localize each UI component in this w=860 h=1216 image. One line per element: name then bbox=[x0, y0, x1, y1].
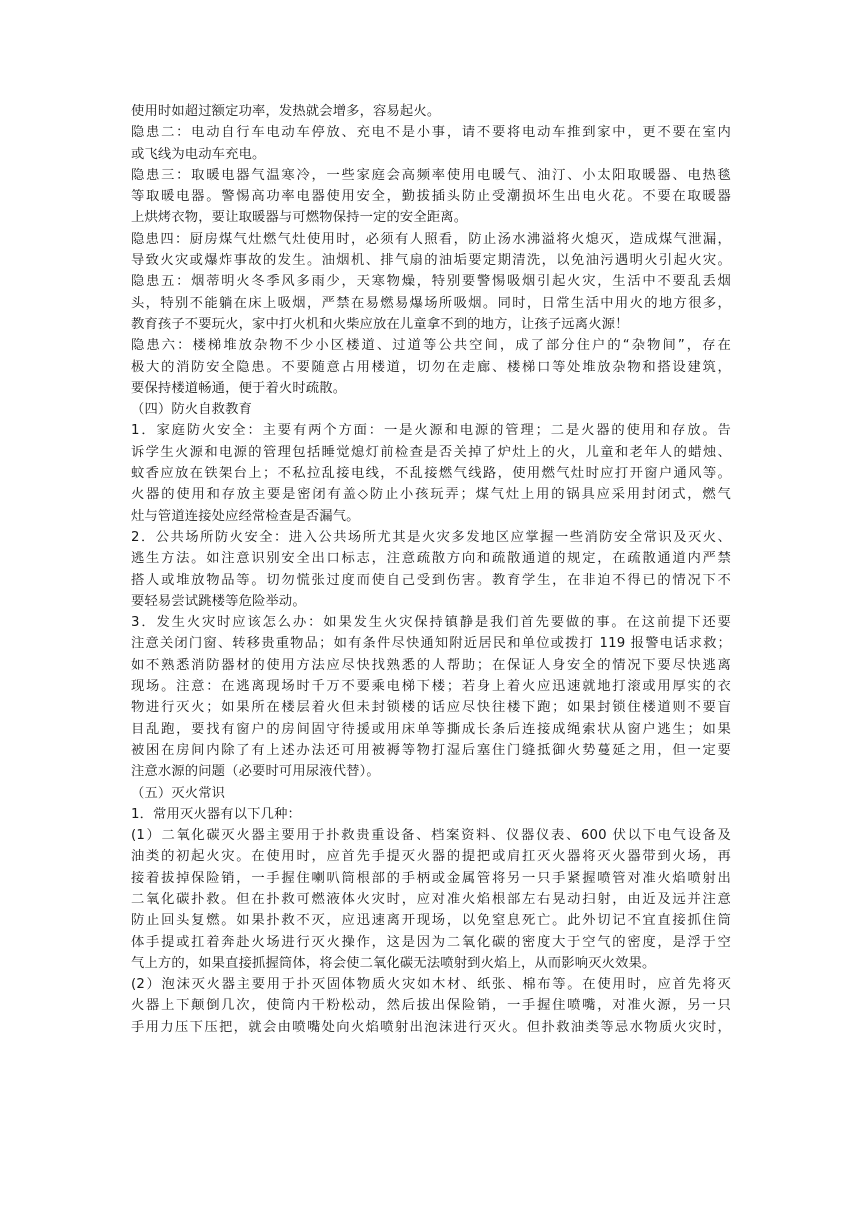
text-line: 如不熟悉消防器材的使用方法应尽快找熟悉的人帮助；在保证人身安全的情况下要尽快逃离 bbox=[131, 657, 731, 673]
text-line: 隐患五：烟蒂明火冬季风多雨少，天寒物燥，特别要警惕吸烟引起火灾，生活中不要乱丢烟 bbox=[131, 274, 731, 290]
text-line: 目乱跑，要找有窗户的房间固守待援或用床单等撕成长条后连接成绳索状从窗户逃生；如果 bbox=[131, 721, 731, 737]
text-line: (2）泡沫灭火器主要用于扑灭固体物质火灾如木材、纸张、棉布等。在使用时，应首先将灭 bbox=[131, 977, 731, 993]
text-line: 体手提或扛着奔赴火场进行灭火操作，这是因为二氧化碳的密度大于空气的密度，是浮于空 bbox=[131, 934, 731, 950]
text-line: 火器上下颠倒几次，使筒内干粉松动，然后拔出保险销，一手握住喷嘴，对准火源，另一只 bbox=[131, 998, 731, 1014]
text-line: 2．公共场所防火安全：进入公共场所尤其是火灾多发地区应掌握一些消防安全常识及灭火、 bbox=[131, 529, 731, 545]
text-line: 灶与管道连接处应经常检查是否漏气。 bbox=[131, 508, 360, 524]
text-line: 上烘烤衣物，要让取暖器与可燃物保持一定的安全距离。 bbox=[131, 210, 468, 226]
text-line: 手用力压下压把，就会由喷嘴处向火焰喷射出泡沫进行灭火。但扑救油类等忌水物质火灾时， bbox=[131, 1019, 731, 1035]
text-line: 逃生方法。如注意识别安全出口标志，注意疏散方向和疏散通道的规定，在疏散通道内严禁 bbox=[131, 551, 731, 567]
text-line: 1．常用灭火器有以下几种： bbox=[131, 806, 301, 822]
text-line: （四）防火自救教育 bbox=[131, 402, 253, 418]
text-line: 物进行灭火；如果所在楼层着火但未封锁楼的话应尽快往楼下跑；如果封锁住楼道则不要盲 bbox=[131, 700, 731, 716]
text-line: 1．家庭防火安全：主要有两个方面：一是火源和电源的管理；二是火器的使用和存放。告 bbox=[131, 423, 731, 439]
text-line: 油类的初起火灾。在使用时，应首先手提灭火器的提把或肩扛灭火器将灭火器带到火场，再 bbox=[131, 849, 731, 865]
text-line: 教育孩子不要玩火，家中打火机和火柴应放在儿童拿不到的地方，让孩子远离火源！ bbox=[131, 316, 629, 332]
text-line: 搭人或堆放物品等。切勿慌张过度而使自己受到伤害。教育学生，在非迫不得已的情况下不 bbox=[131, 572, 731, 588]
text-line: (1）二氧化碳灭火器主要用于扑救贵重设备、档案资料、仪器仪表、600 伏以下电气设备及 bbox=[131, 828, 731, 844]
text-line: 气上方的，如果直接抓握筒体，将会使二氧化碳无法喷射到火焰上，从而影响灭火效果。 bbox=[131, 955, 656, 971]
text-line: 要保持楼道畅通，便于着火时疏散。 bbox=[131, 380, 347, 396]
text-line: 要轻易尝试跳楼等危险举动。 bbox=[131, 593, 306, 609]
text-line: 隐患三：取暖电器气温寒冷，一些家庭会高频率使用电暖气、油汀、小太阳取暖器、电热毯 bbox=[131, 167, 731, 183]
text-line: （五）灭火常识 bbox=[131, 785, 226, 801]
text-line: 或飞线为电动车充电。 bbox=[131, 146, 266, 162]
text-line: 火器的使用和存放主要是密闭有盖◇防止小孩玩弄；煤气灶上用的锅具应采用封闭式，燃气 bbox=[131, 487, 731, 503]
text-line: 使用时如超过额定功率，发热就会增多，容易起火。 bbox=[131, 104, 441, 119]
text-line: 极大的消防安全隐患。不要随意占用楼道，切勿在走廊、楼梯口等处堆放杂物和搭设建筑， bbox=[131, 359, 731, 375]
text-line: 隐患六：楼梯堆放杂物不少小区楼道、过道等公共空间，成了部分住户的“杂物间”，存在 bbox=[131, 338, 731, 354]
text-line: 现场。注意：在逃离现场时千万不要乘电梯下楼；若身上着火应迅速就地打滚或用厚实的衣 bbox=[131, 679, 731, 695]
text-line: 二氧化碳扑救。但在扑救可燃液体火灾时，应对准火焰根部左右晃动扫射，由近及远并注意 bbox=[131, 891, 731, 907]
text-line: 隐患四：厨房煤气灶燃气灶使用时，必须有人照看，防止汤水沸溢将火熄灭，造成煤气泄漏， bbox=[131, 231, 731, 247]
text-line: 3．发生火灾时应该怎么办：如果发生火灾保持镇静是我们首先要做的事。在这前提下还要 bbox=[131, 615, 731, 631]
text-line: 头，特别不能躺在床上吸烟，严禁在易燃易爆场所吸烟。同时，日常生活中用火的地方很多， bbox=[131, 295, 731, 311]
text-line: 注意关闭门窗、转移贵重物品；如有条件尽快通知附近居民和单位或拨打 119 报警电话求救； bbox=[131, 636, 731, 652]
document-body bbox=[131, 101, 731, 1038]
text-line: 隐患二：电动自行车电动车停放、充电不是小事，请不要将电动车推到家中，更不要在室内 bbox=[131, 125, 731, 141]
text-line: 导致火灾或爆炸事故的发生。油烟机、排气扇的油垢要定期清洗，以免油污遇明火引起火灾。 bbox=[131, 253, 731, 269]
text-line: 蚊香应放在铁架台上；不私拉乱接电线，不乱接燃气线路，使用燃气灶时应打开窗户通风等。 bbox=[131, 466, 731, 482]
text-line: 诉学生火源和电源的管理包括睡觉熄灯前检查是否关掉了炉灶上的火，儿童和老年人的蜡烛、 bbox=[131, 444, 731, 460]
text-line: 等取暖电器。警惕高功率电器使用安全，勤拔插头防止受潮损坏生出电火花。不要在取暖器 bbox=[131, 189, 731, 205]
text-line: 注意水源的问题（必要时可用尿液代替）。 bbox=[131, 764, 380, 780]
text-line: 防止回头复燃。如果扑救不灭，应迅速离开现场，以免窒息死亡。此外切记不宜直接抓住筒 bbox=[131, 913, 731, 929]
text-line: 被困在房间内除了有上述办法还可用被褥等物打湿后塞住门缝抵御火势蔓延之用，但一定要 bbox=[131, 742, 731, 758]
text-line: 接着拔掉保险销，一手握住喇叭筒根部的手柄或金属管将另一只手紧握喷管对准火焰喷射出 bbox=[131, 870, 731, 886]
